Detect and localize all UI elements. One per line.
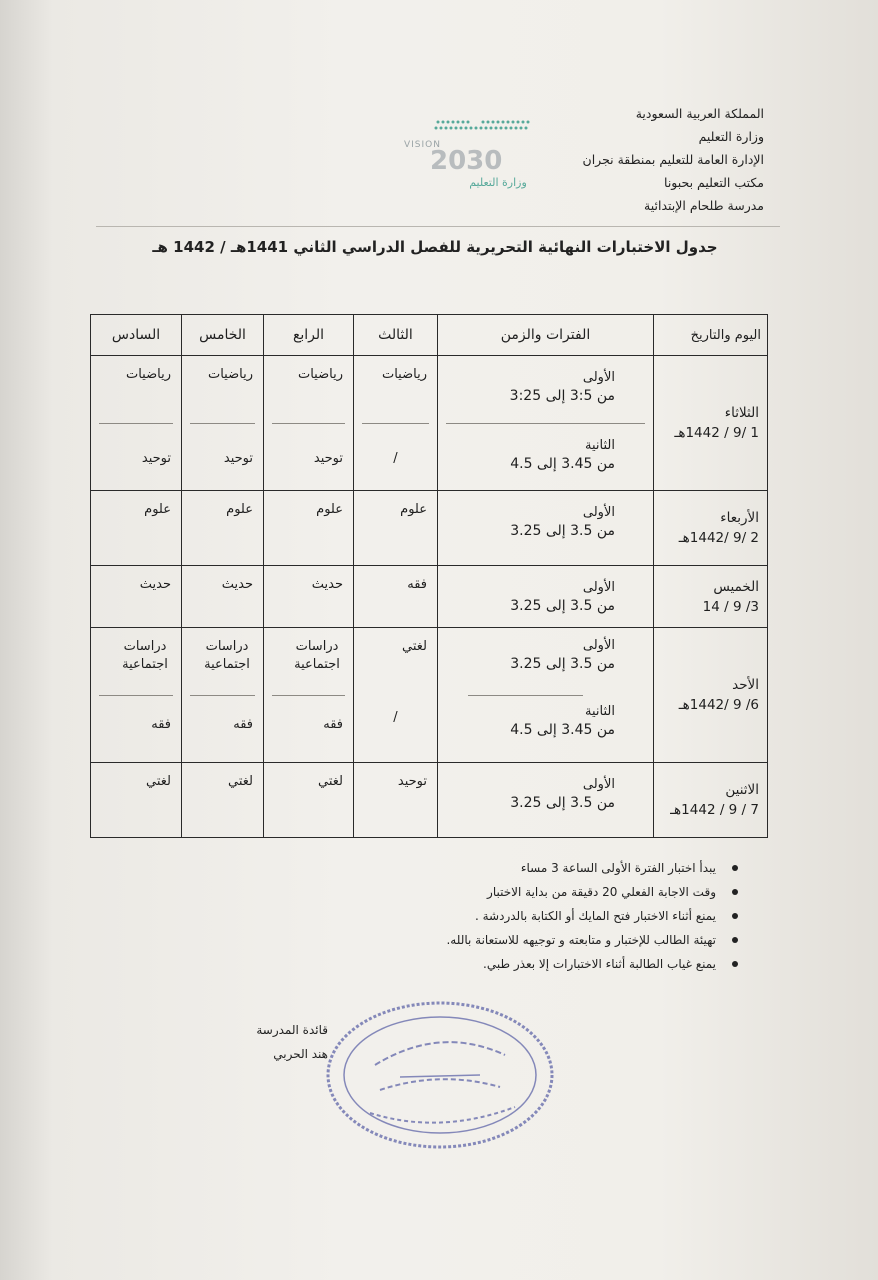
- subject: فقه: [233, 716, 253, 732]
- subject-cell: [264, 763, 354, 838]
- subject: رياضيات: [297, 367, 343, 383]
- subject-cell: [91, 491, 182, 566]
- subject-cell: [182, 763, 264, 838]
- period-label: الثانية: [585, 703, 615, 719]
- vision-2030-logo: [398, 114, 538, 194]
- table-row: [91, 565, 768, 627]
- subject-cell: [354, 491, 438, 566]
- signature-role: قائدة المدرسة: [256, 1023, 328, 1037]
- subject-cell: [91, 356, 182, 491]
- subject-cell: [91, 628, 182, 763]
- day-cell: [654, 491, 768, 566]
- list-item: يمنع غياب الطالبة أثناء الاختبارات إلا بعذر طبي.: [446, 952, 738, 976]
- table-row: [91, 491, 768, 566]
- header-grade-4: الرابع: [264, 315, 354, 356]
- header-period: الفترات والزمن: [438, 315, 654, 356]
- subject: دراسات اجتماعية: [204, 639, 250, 673]
- period-label: الأولى: [582, 505, 615, 521]
- header-grade-5: الخامس: [182, 315, 264, 356]
- signature-name: هند الحربي: [273, 1047, 328, 1061]
- day-date: 2 /9 /1442هـ: [678, 530, 759, 547]
- subject: لغتي: [402, 639, 427, 655]
- list-item: يبدأ اختبار الفترة الأولى الساعة 3 مساء: [446, 856, 738, 880]
- subject: رياضيات: [125, 367, 171, 383]
- day-date: 6/ 9 /1442هـ: [678, 697, 759, 714]
- signature-block: [256, 1018, 328, 1066]
- subject-cell: [354, 763, 438, 838]
- table-row: [91, 628, 768, 763]
- letterhead: [583, 102, 764, 217]
- day-name: الأحد: [732, 677, 759, 694]
- subject: توحيد: [141, 450, 171, 466]
- subject-cell: [91, 565, 182, 627]
- subject: /: [393, 710, 398, 726]
- list-item: وقت الاجابة الفعلي 20 دقيقة من بداية الاختبار: [446, 880, 738, 904]
- subject: علوم: [226, 502, 253, 518]
- subject-cell: [264, 356, 354, 491]
- subject-cell: [264, 491, 354, 566]
- subject-cell: [182, 565, 264, 627]
- subject: توحيد: [223, 450, 253, 466]
- subject-cell: [182, 628, 264, 763]
- list-item: تهيئة الطالب للإختبار و متابعته و توجيهه للاستعانة بالله.: [446, 928, 738, 952]
- day-cell: [654, 628, 768, 763]
- subject: توحيد: [397, 774, 427, 790]
- subject: لغتي: [146, 774, 171, 790]
- header-day: اليوم والتاريخ: [654, 315, 768, 356]
- subject-cell: [264, 628, 354, 763]
- header-grade-3: الثالث: [354, 315, 438, 356]
- letterhead-line: مدرسة طلحام الإبتدائية: [644, 198, 764, 213]
- letterhead-line: وزارة التعليم: [698, 129, 764, 144]
- day-cell: [654, 763, 768, 838]
- subject: رياضيات: [207, 367, 253, 383]
- period-label: الثانية: [585, 437, 615, 453]
- subject: توحيد: [313, 450, 343, 466]
- subject: لغتي: [228, 774, 253, 790]
- period-cell: [438, 628, 654, 763]
- period-time: من 3.5 إلى 3.25: [510, 656, 615, 673]
- day-name: الخميس: [713, 578, 759, 595]
- header-grade-6: السادس: [91, 315, 182, 356]
- subject: حديث: [139, 576, 171, 592]
- table-row: [91, 356, 768, 491]
- letterhead-line: المملكة العربية السعودية: [635, 106, 764, 121]
- subject: /: [393, 450, 398, 466]
- subject: علوم: [144, 502, 171, 518]
- subject: دراسات اجتماعية: [122, 639, 168, 673]
- period-time: من 3:5 إلى 3:25: [509, 388, 615, 405]
- period-time: من 3.5 إلى 3.25: [510, 795, 615, 812]
- notes-list: [446, 856, 738, 976]
- period-cell: [438, 356, 654, 491]
- subject-cell: [354, 356, 438, 491]
- day-date: 1 /9 / 1442هـ: [674, 425, 759, 442]
- subject: علوم: [400, 502, 427, 518]
- period-label: الأولى: [582, 579, 615, 595]
- letterhead-line: مكتب التعليم بحبونا: [664, 175, 764, 190]
- period-time: من 3.45 إلى 4.5: [510, 455, 615, 472]
- subject: فقه: [151, 716, 171, 732]
- day-date: 7 / 9 / 1442هـ: [670, 802, 759, 819]
- period-time: من 3.5 إلى 3.25: [510, 597, 615, 614]
- table-header-row: [91, 315, 768, 356]
- subject-cell: [182, 491, 264, 566]
- day-cell: [654, 565, 768, 627]
- subject: فقه: [323, 716, 343, 732]
- subject-cell: [91, 763, 182, 838]
- day-name: الاثنين: [725, 782, 759, 799]
- subject: حديث: [221, 576, 253, 592]
- period-time: من 3.5 إلى 3.25: [510, 523, 615, 540]
- subject: حديث: [311, 576, 343, 592]
- period-time: من 3.45 إلى 4.5: [510, 721, 615, 738]
- period-label: الأولى: [582, 638, 615, 654]
- subject: لغتي: [318, 774, 343, 790]
- logo-caption: وزارة التعليم: [469, 176, 527, 189]
- logo-vision-text: VISION: [404, 140, 441, 150]
- day-date: 3/ 9 / 14: [702, 598, 759, 615]
- period-cell: [438, 763, 654, 838]
- period-label: الأولى: [582, 370, 615, 386]
- logo-dots: [435, 121, 530, 130]
- page-title: جدول الاختبارات النهائية التحريرية للفصل الدراسي الثاني 1441هـ / 1442 هـ: [152, 238, 718, 256]
- subject-cell: [264, 565, 354, 627]
- period-label: الأولى: [582, 777, 615, 793]
- list-item: يمنع أثناء الاختبار فتح المايك أو الكتابة بالدردشة .: [446, 904, 738, 928]
- subject-cell: [354, 628, 438, 763]
- day-name: الثلاثاء: [724, 405, 759, 422]
- day-cell: [654, 356, 768, 491]
- period-cell: [438, 565, 654, 627]
- period-cell: [438, 491, 654, 566]
- letterhead-line: الإدارة العامة للتعليم بمنطقة نجران: [582, 152, 764, 167]
- exam-schedule-table: [90, 314, 768, 838]
- header-divider: [96, 226, 780, 227]
- official-stamp: [320, 995, 560, 1155]
- subject-cell: [354, 565, 438, 627]
- subject-cell: [182, 356, 264, 491]
- day-name: الأربعاء: [720, 510, 759, 527]
- table-row: [91, 763, 768, 838]
- subject: دراسات اجتماعية: [294, 639, 340, 673]
- logo-2030-text: 2030: [430, 146, 503, 176]
- subject: علوم: [316, 502, 343, 518]
- subject: فقه: [407, 576, 427, 592]
- subject: رياضيات: [381, 367, 427, 383]
